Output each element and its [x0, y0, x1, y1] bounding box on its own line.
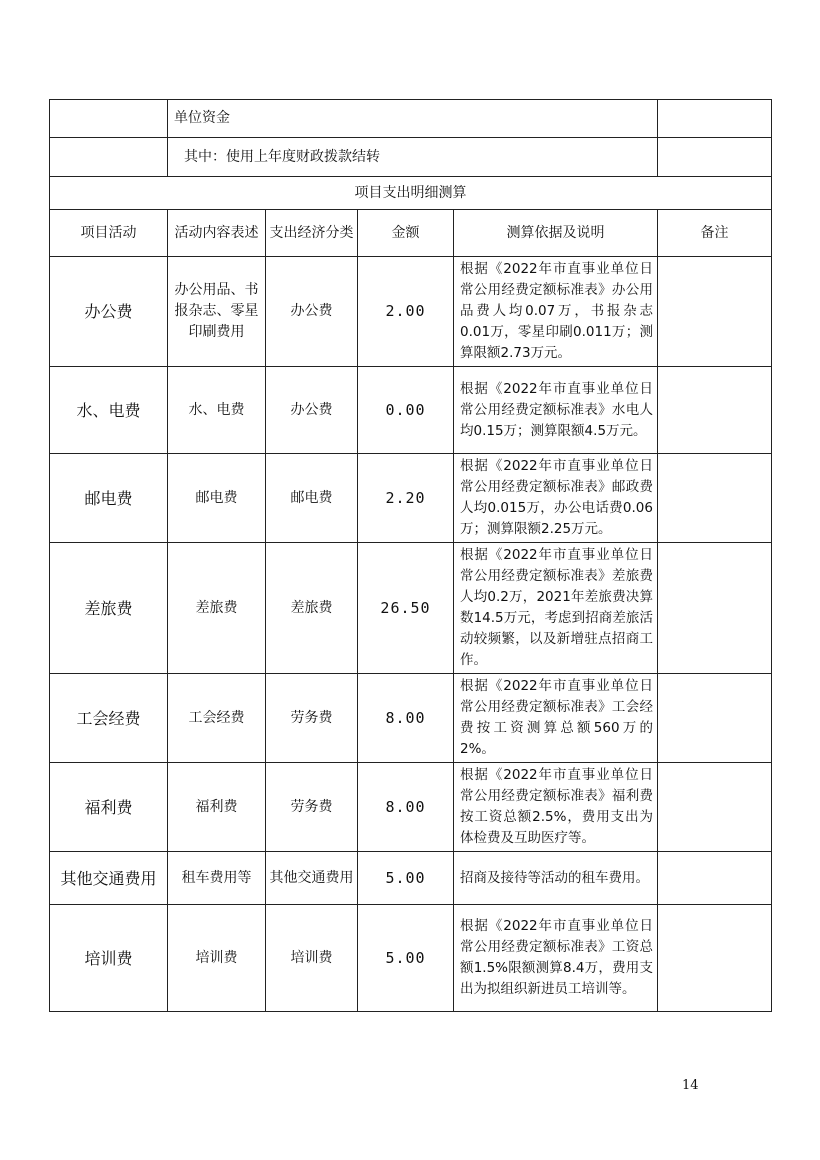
category-cell: 其他交通费用: [266, 852, 358, 905]
activity-cell: 其他交通费用: [50, 852, 168, 905]
note-cell: [658, 257, 772, 367]
table-row: [50, 852, 772, 905]
table-row: [50, 367, 772, 454]
activity-cell: 办公费: [50, 257, 168, 367]
amount-cell: 2.20: [358, 454, 454, 543]
amount-cell: 0.00: [358, 367, 454, 454]
carryover-row: [50, 138, 772, 177]
content-cell: 租车费用等: [168, 852, 266, 905]
section-title-row: [50, 177, 772, 210]
content-cell: 培训费: [168, 905, 266, 1012]
category-cell: 劳务费: [266, 763, 358, 852]
category-cell: 办公费: [266, 257, 358, 367]
section-title: 项目支出明细测算: [50, 177, 772, 210]
header-amount: 金额: [358, 210, 454, 257]
budget-table: [49, 99, 772, 1012]
amount-cell: 5.00: [358, 852, 454, 905]
blank-cell: [50, 100, 168, 138]
header-content: 活动内容表述: [168, 210, 266, 257]
basis-cell: 根据《2022年市直事业单位日常公用经费定额标准表》工会经费按工资测算总额560万的2%。: [454, 674, 658, 763]
header-basis: 测算依据及说明: [454, 210, 658, 257]
header-note: 备注: [658, 210, 772, 257]
category-cell: 培训费: [266, 905, 358, 1012]
note-cell: [658, 852, 772, 905]
category-cell: 邮电费: [266, 454, 358, 543]
basis-cell: 招商及接待等活动的租车费用。: [454, 852, 658, 905]
table-row: [50, 257, 772, 367]
note-cell: [658, 905, 772, 1012]
amount-cell: 26.50: [358, 543, 454, 674]
basis-cell: 根据《2022年市直事业单位日常公用经费定额标准表》工资总额1.5%限额测算8.4万，费用支出为拟组织新进员工培训等。: [454, 905, 658, 1012]
amount-cell: 5.00: [358, 905, 454, 1012]
content-cell: 工会经费: [168, 674, 266, 763]
blank-cell: [658, 138, 772, 177]
header-activity: 项目活动: [50, 210, 168, 257]
basis-cell: 根据《2022年市直事业单位日常公用经费定额标准表》水电人均0.15万；测算限额4.5万元。: [454, 367, 658, 454]
basis-cell: 根据《2022年市直事业单位日常公用经费定额标准表》邮政费人均0.015万，办公电话费0.06万；测算限额2.25万元。: [454, 454, 658, 543]
note-cell: [658, 543, 772, 674]
table-row: [50, 905, 772, 1012]
note-cell: [658, 367, 772, 454]
amount-cell: 8.00: [358, 674, 454, 763]
header-row: [50, 210, 772, 257]
activity-cell: 培训费: [50, 905, 168, 1012]
amount-cell: 8.00: [358, 763, 454, 852]
unit-funds-row: [50, 100, 772, 138]
table-row: [50, 454, 772, 543]
activity-cell: 邮电费: [50, 454, 168, 543]
note-cell: [658, 674, 772, 763]
table-row: [50, 763, 772, 852]
header-category: 支出经济分类: [266, 210, 358, 257]
content-cell: 水、电费: [168, 367, 266, 454]
carryover-label: 其中：使用上年度财政拨款结转: [168, 138, 658, 177]
content-cell: 差旅费: [168, 543, 266, 674]
category-cell: 差旅费: [266, 543, 358, 674]
basis-cell: 根据《2022年市直事业单位日常公用经费定额标准表》差旅费人均0.2万，2021年差旅费决算数14.5万元，考虑到招商差旅活动较频繁，以及新增驻点招商工作。: [454, 543, 658, 674]
activity-cell: 工会经费: [50, 674, 168, 763]
amount-cell: 2.00: [358, 257, 454, 367]
table-row: [50, 674, 772, 763]
note-cell: [658, 763, 772, 852]
content-cell: 办公用品、书报杂志、零星印刷费用: [168, 257, 266, 367]
basis-cell: 根据《2022年市直事业单位日常公用经费定额标准表》福利费按工资总额2.5%，费用支出为体检费及互助医疗等。: [454, 763, 658, 852]
unit-funds-label: 单位资金: [168, 100, 658, 138]
table-row: [50, 543, 772, 674]
blank-cell: [50, 138, 168, 177]
blank-cell: [658, 100, 772, 138]
basis-cell: 根据《2022年市直事业单位日常公用经费定额标准表》办公用品费人均0.07万，书报杂志0.01万，零星印刷0.011万；测算限额2.73万元。: [454, 257, 658, 367]
category-cell: 劳务费: [266, 674, 358, 763]
page-number: 14: [682, 1078, 699, 1093]
content-cell: 福利费: [168, 763, 266, 852]
content-cell: 邮电费: [168, 454, 266, 543]
note-cell: [658, 454, 772, 543]
category-cell: 办公费: [266, 367, 358, 454]
activity-cell: 差旅费: [50, 543, 168, 674]
activity-cell: 水、电费: [50, 367, 168, 454]
activity-cell: 福利费: [50, 763, 168, 852]
